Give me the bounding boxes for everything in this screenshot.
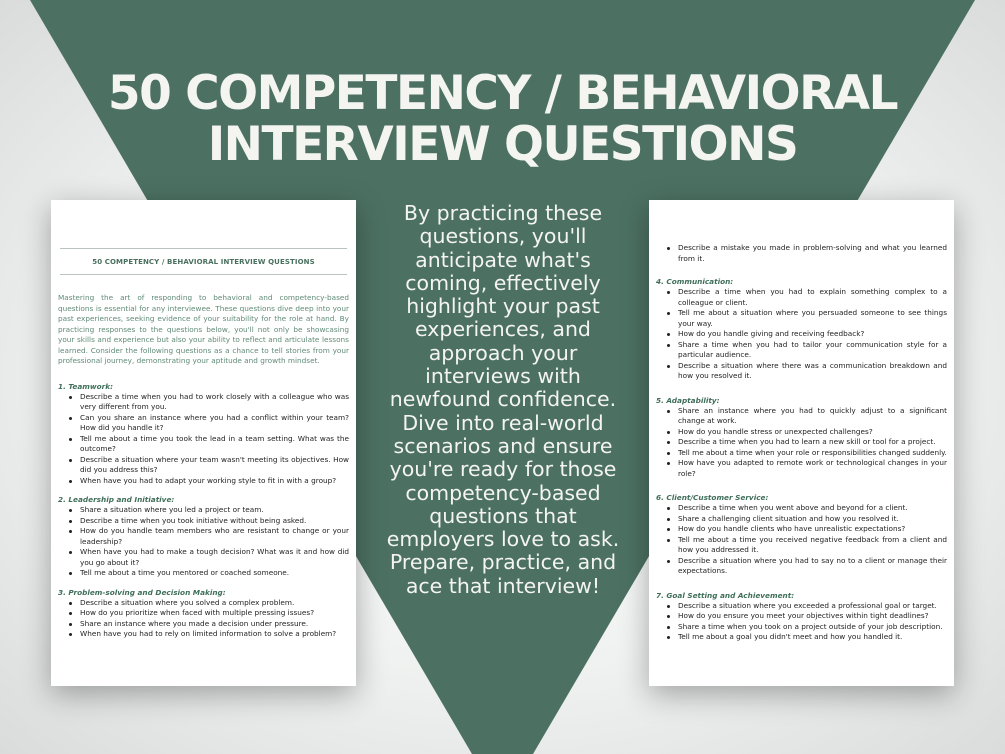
question-item: Describe a time when you had to learn a new skill or tool for a project. (678, 437, 947, 448)
question-item: Describe a mistake you made in problem-solving and what you learned from it. (678, 243, 947, 263)
question-item: Describe a situation where you solved a complex problem. (80, 598, 349, 609)
question-item: Share an instance where you had to quickly adjust to a significant change at work. (678, 405, 947, 425)
question-item: Tell me about a time you took the lead in a team setting. What was the outcome? (80, 433, 349, 453)
question-section (656, 591, 947, 643)
question-item: Can you share an instance where you had a conflict within your team? How did you handle it? (80, 412, 349, 432)
left-sections (51, 382, 356, 640)
question-item: Describe a time when you had to work closely with a colleague who was very different from you. (80, 391, 349, 411)
page-title-line-2: INTERVIEW QUESTIONS (207, 117, 798, 172)
right-sections (649, 277, 954, 643)
question-item: Share a time when you had to tailor your communication style for a particular audience. (678, 339, 947, 359)
question-section (58, 382, 349, 487)
question-section (656, 396, 947, 480)
question-item: How do you handle clients who have unrealistic expectations? (678, 524, 947, 535)
question-item: Describe a time when you had to explain something complex to a colleague or client. (678, 287, 947, 307)
question-item: How have you adapted to remote work or technological changes in your role? (678, 458, 947, 478)
question-item: Tell me about a situation where you persuaded someone to see things your way. (678, 308, 947, 328)
question-item: Describe a situation where there was a communication breakdown and how you resolved it. (678, 360, 947, 380)
question-item: How do you handle stress or unexpected challenges? (678, 427, 947, 438)
question-item: How do you prioritize when faced with multiple pressing issues? (80, 608, 349, 619)
document-preview-left (51, 200, 356, 686)
question-item: When have you had to make a tough decision? What was it and how did you go about it? (80, 547, 349, 567)
question-item: Share a situation where you led a project or team. (80, 505, 349, 516)
document-intro: Mastering the art of responding to behavioral and competency-based questions is essential for any interviewee. These questions dive deep into your past experiences, seeking evidence of your suitability for the role at hand. By practicing responses to the questions below, you'll not only be showcasing your skills and experience but also your ability to reflect and articulate lessons learned. Consider the following questions as a chance to tell stories from your professional journey, demonstrating your aptitude and growth mindset. (58, 293, 349, 365)
question-item: Share a time when you took on a project outside of your job description. (678, 622, 947, 633)
promo-paragraph: By practicing these questions, you'll anticipate what's coming, effectively highlight your past experiences, and approach your interviews with newfound confidence. Dive into real-world scenarios and ensure you're ready for those competency-based questions that employers love to ask. Prepare, practice, and ace that interview! (386, 201, 620, 598)
section-title: 5. Adaptability: (656, 395, 720, 405)
question-section (58, 588, 349, 640)
question-item: Tell me about a time when your role or responsibilities changed suddenly. (678, 447, 947, 457)
section-title: 4. Communication: (656, 277, 734, 286)
question-item: How do you handle team members who are resistant to change or your leadership? (80, 526, 349, 546)
question-item: Share a challenging client situation and how you resolved it. (678, 514, 947, 525)
lead-section (656, 243, 947, 264)
section-title: 2. Leadership and Initiative: (58, 495, 175, 504)
question-section (656, 277, 947, 382)
question-item: When have you had to rely on limited information to solve a problem? (80, 629, 349, 640)
question-section (656, 493, 947, 577)
question-item: Describe a situation where you exceeded a professional goal or target. (678, 601, 947, 612)
section-title: 1. Teamwork: (58, 381, 114, 391)
page-title-line-1: 50 COMPETENCY / BEHAVIORAL (107, 66, 898, 121)
question-item: How do you handle giving and receiving feedback? (678, 329, 947, 340)
question-item: Tell me about a time you mentored or coached someone. (80, 568, 349, 579)
question-item: Tell me about a time you received negative feedback from a client and how you addressed it. (678, 534, 947, 554)
question-section (58, 495, 349, 579)
page-title (0, 68, 1005, 170)
question-item: Describe a situation where you had to say no to a client or manage their expectations. (678, 555, 947, 575)
document-preview-right (649, 200, 954, 686)
section-title: 3. Problem-solving and Decision Making: (58, 587, 226, 597)
document-title: 50 COMPETENCY / BEHAVIORAL INTERVIEW QUESTIONS (60, 248, 347, 275)
question-item: Describe a time when you went above and beyond for a client. (678, 503, 947, 514)
question-item: Tell me about a goal you didn't meet and how you handled it. (678, 632, 947, 643)
question-item: How do you ensure you meet your objectives within tight deadlines? (678, 611, 947, 622)
section-title: 6. Client/Customer Service: (656, 493, 769, 502)
question-item: Describe a situation where your team wasn't meeting its objectives. How did you address this? (80, 454, 349, 474)
question-item: When have you had to adapt your working style to fit in with a group? (80, 476, 349, 487)
question-item: Describe a time when you took initiative without being asked. (80, 516, 349, 527)
question-item: Share an instance where you made a decision under pressure. (80, 619, 349, 630)
section-title: 7. Goal Setting and Achievement: (656, 590, 795, 600)
